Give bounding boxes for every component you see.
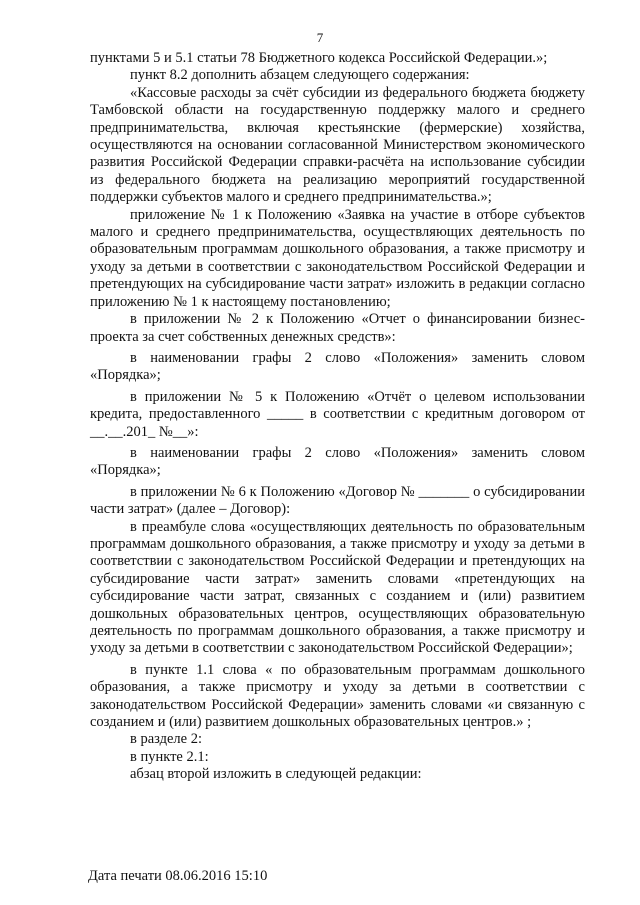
- paragraph: в разделе 2:: [130, 731, 203, 748]
- paragraph: приложение № 1 к Положению «Заявка на участие в отборе субъектов малого и среднего предпринимательства, осуществляющих деятельность по образовательным программам дошкольного образования, а также присмотру и уходу за детьми в соответствии с законодательством Российской Федерации и претендующих на субсидирование части затрат» изложить в редакции согласно приложению № 1 к настоящему постановлению;: [90, 206, 585, 310]
- page-number: 7: [316, 30, 324, 45]
- paragraph: пунктами 5 и 5.1 статьи 78 Бюджетного кодекса Российской Федерации.»;: [90, 50, 548, 66]
- print-date-footer: Дата печати 08.06.2016 15:10: [88, 868, 268, 884]
- paragraph: в приложении № 5 к Положению «Отчёт о целевом использовании кредита, предоставленного _____ в соответствии с кредитным договором от __.__.201_ №__»:: [90, 388, 585, 440]
- paragraph: в пункте 1.1 слова « по образовательным программам дошкольного образования, а также присмотру и уходу за детьми в соответствии с законодательством Российской Федерации» заменить словами «и связанную с созданием и (или) развитием дошкольных образовательных центров.» ;: [90, 661, 585, 731]
- paragraph: в приложении № 6 к Положению «Договор № _______ о субсидировании части затрат» (далее – Договор):: [90, 483, 585, 518]
- paragraph: «Кассовые расходы за счёт субсидии из федерального бюджета бюджету Тамбовской области на государственную поддержку малого и среднего предпринимательства, включая крестьянские (фермерские) хозяйства, осуществляются на основании согласованной Министерством экономического развития Российской Федерации справки-расчёта на использование субсидии из федерального бюджета на реализацию мероприятий государственной поддержки субъектов малого и среднего предпринимательства.»;: [90, 84, 585, 206]
- document-body: [90, 50, 585, 784]
- paragraph: в приложении № 2 к Положению «Отчет о финансировании бизнес-проекта за счет собственных денежных средств»:: [90, 311, 585, 345]
- paragraph: в наименовании графы 2 слово «Положения» заменить словом «Порядка»;: [90, 444, 585, 479]
- paragraph: в преамбуле слова «осуществляющих деятельность по образовательным программам дошкольного образования, а также присмотру и уходу за детьми в соответствии с законодательством Российской Федерации и претендующих на субсидирование части затрат» заменить словами «претендующих на субсидирование части затрат, связанных с созданием и (или) развитием дошкольных образовательных центров, осуществляющих образовательную деятельность по программам дошкольного образования, а также присмотру и уходу за детьми в соответствии с законодательством Российской Федерации»;: [90, 518, 585, 657]
- paragraph: в наименовании графы 2 слово «Положения» заменить словом «Порядка»;: [90, 349, 585, 384]
- paragraph: в пункте 2.1:: [130, 748, 209, 765]
- paragraph: пункт 8.2 дополнить абзацем следующего содержания:: [130, 67, 470, 84]
- paragraph: абзац второй изложить в следующей редакции:: [130, 766, 422, 783]
